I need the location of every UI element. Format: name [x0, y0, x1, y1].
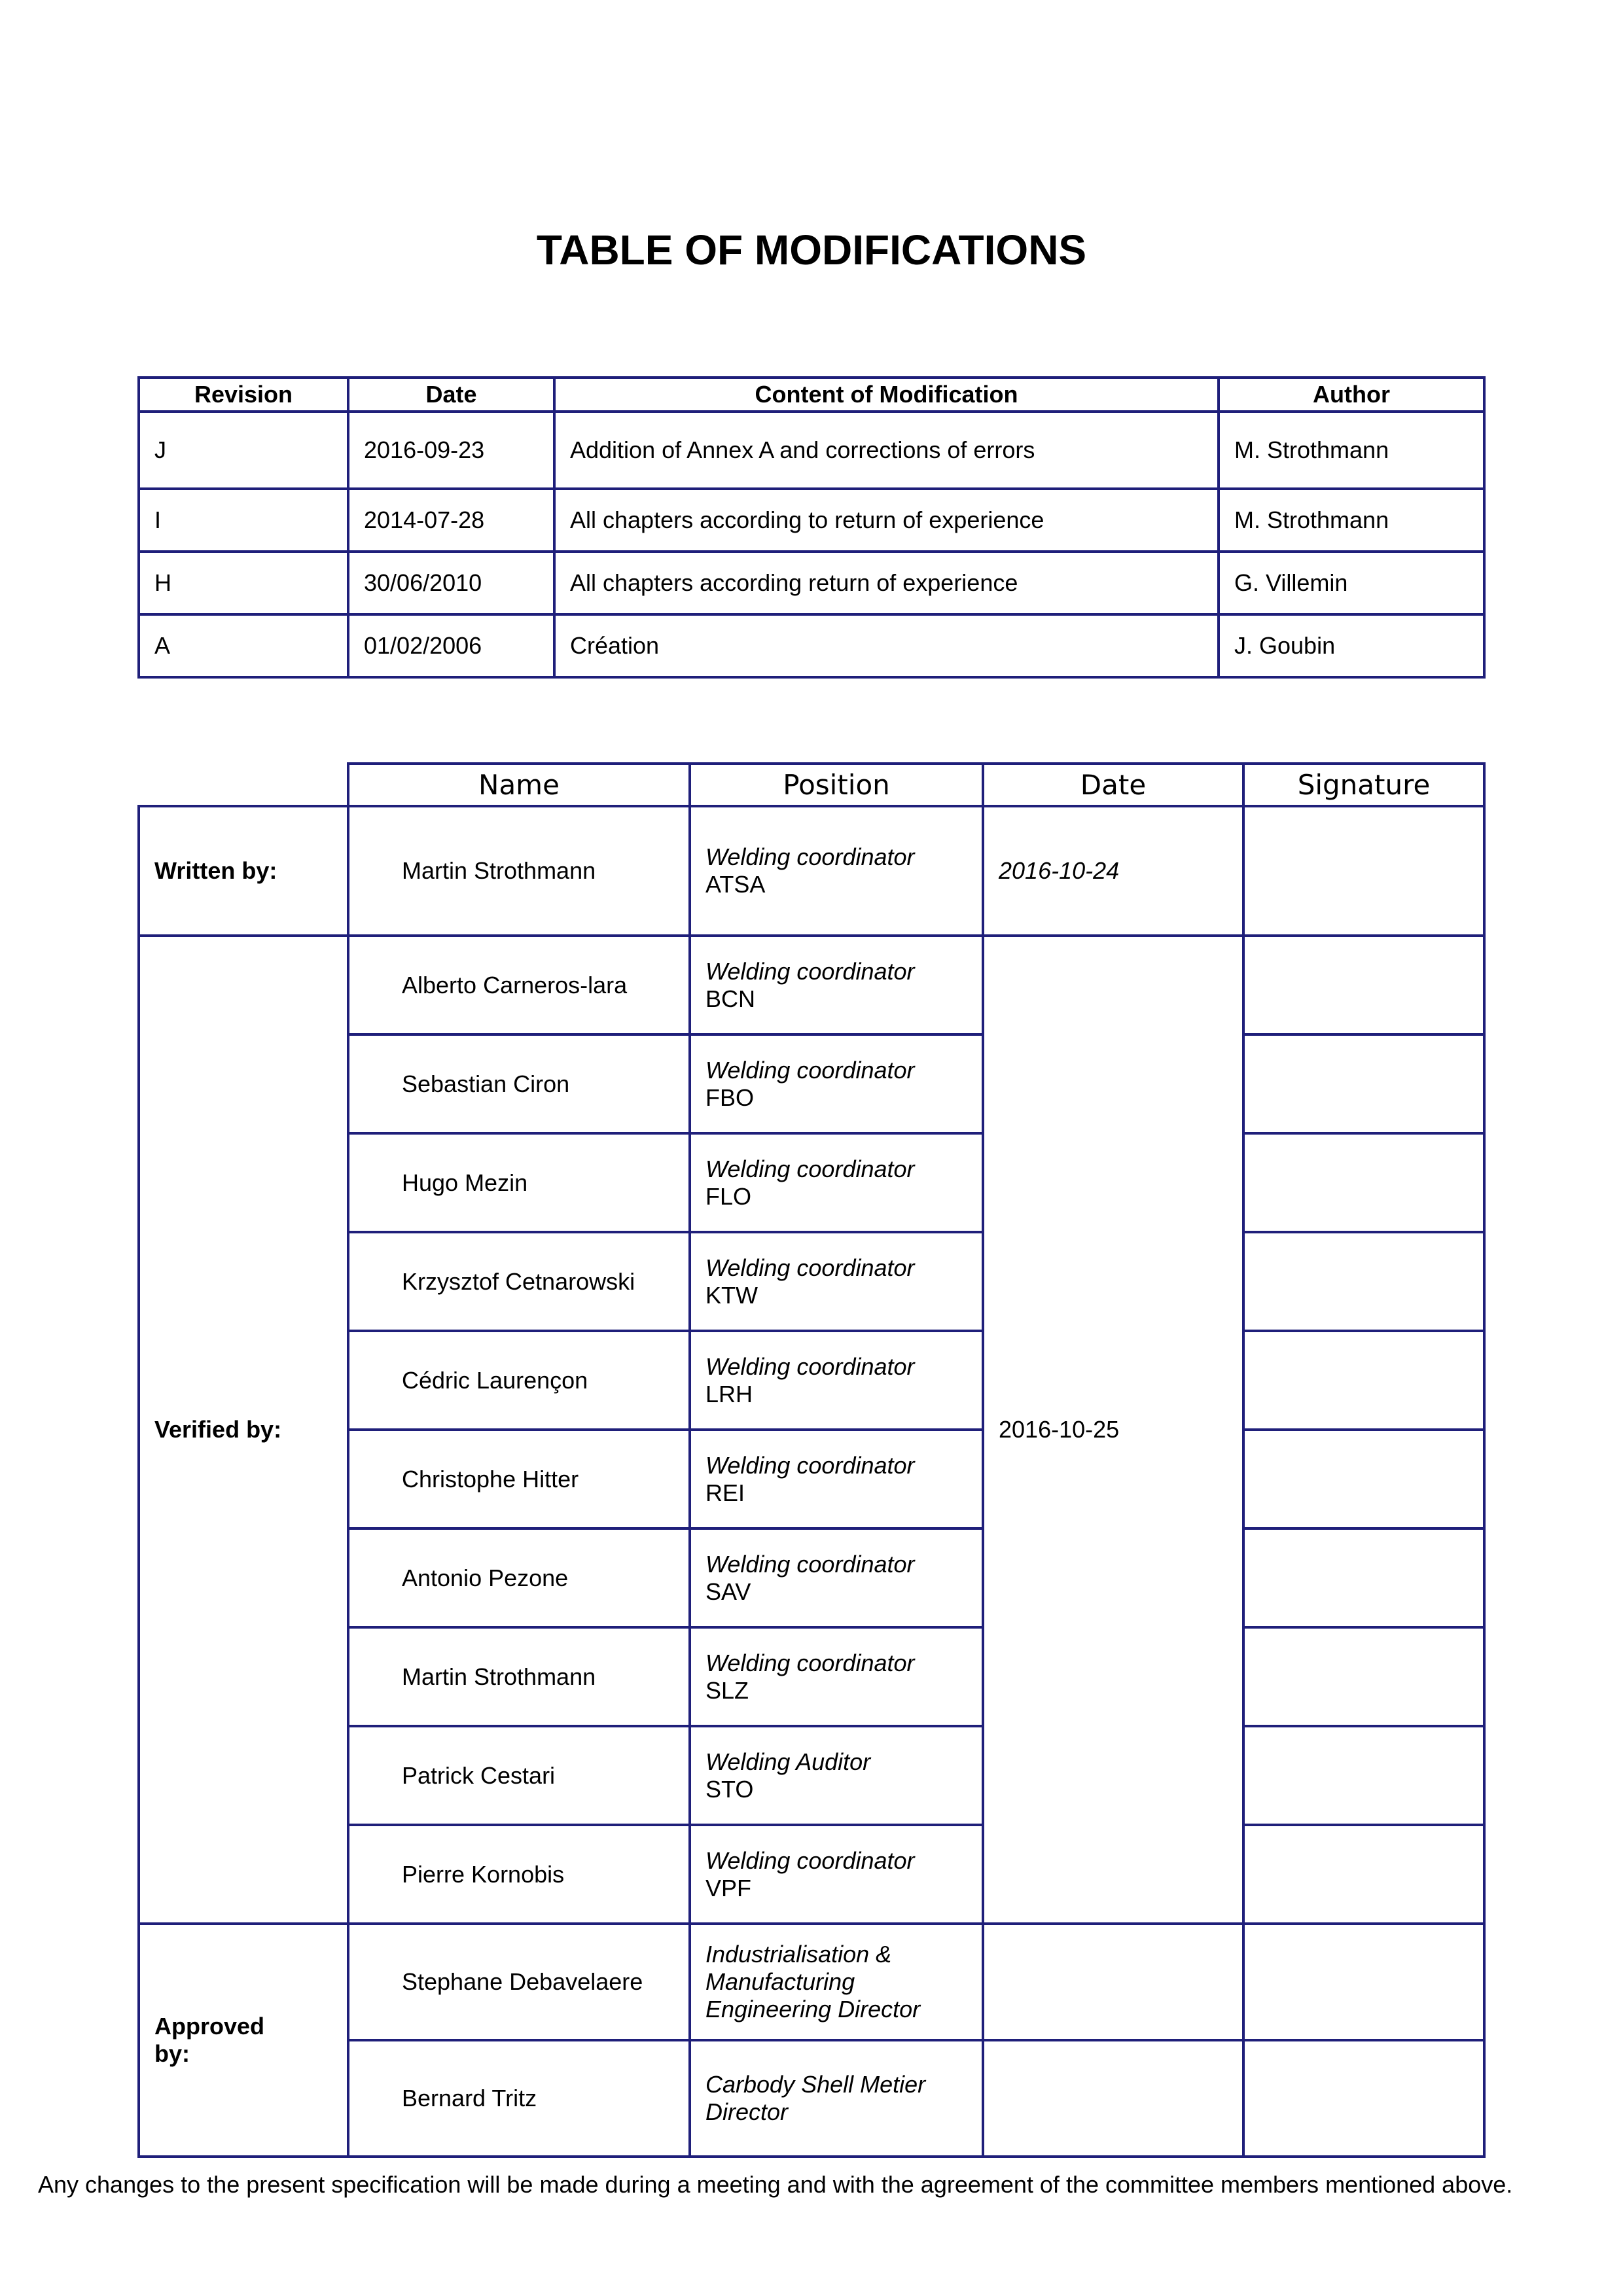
approval-table [137, 762, 1486, 2158]
table-row [139, 412, 1484, 489]
name-cell: Bernard Tritz [348, 2040, 690, 2157]
position-title: Welding coordinator [705, 957, 915, 985]
table-row [139, 489, 1484, 552]
position-site: FLO [705, 1182, 752, 1210]
position-line: Industrialisation & [705, 1941, 892, 1968]
date-cell: 2016-10-25 [983, 936, 1243, 1924]
header-name: Name [348, 764, 690, 806]
signature-cell [1243, 1627, 1484, 1726]
table-row [139, 614, 1484, 677]
name-cell: Cédric Laurençon [348, 1331, 690, 1430]
position-line: Manufacturing [705, 1968, 855, 1995]
verified-row [139, 936, 1484, 1034]
position-line: Director [705, 2098, 789, 2125]
written-by-label: Written by: [139, 806, 348, 936]
name-cell: Hugo Mezin [348, 1133, 690, 1232]
signature-cell [1243, 1430, 1484, 1528]
position-site: ATSA [705, 871, 766, 898]
position-site: SLZ [705, 1676, 749, 1704]
position-cell [690, 1232, 983, 1331]
approval-header-row [139, 764, 1484, 806]
position-cell [690, 1726, 983, 1825]
content-cell: All chapters according return of experience [554, 552, 1219, 614]
position-cell [690, 806, 983, 936]
position-line: Engineering Director [705, 1996, 921, 2022]
approved-by-label-line: Approved [154, 2013, 265, 2040]
date-cell: 2014-07-28 [348, 489, 554, 552]
author-cell: G. Villemin [1219, 552, 1484, 614]
position-site: VPF [705, 1874, 752, 1901]
header-date: Date [348, 378, 554, 412]
position-title: Welding coordinator [705, 843, 915, 870]
position-cell [690, 1430, 983, 1528]
content-cell: Addition of Annex A and corrections of errors [554, 412, 1219, 489]
name-cell: Christophe Hitter [348, 1430, 690, 1528]
content-cell: Création [554, 614, 1219, 677]
position-site: STO [705, 1775, 754, 1803]
signature-cell [1243, 1232, 1484, 1331]
content-cell: All chapters according to return of experience [554, 489, 1219, 552]
header-date: Date [983, 764, 1243, 806]
name-cell: Stephane Debavelaere [348, 1924, 690, 2040]
date-cell: 2016-09-23 [348, 412, 554, 489]
position-site: BCN [705, 985, 756, 1012]
position-cell [690, 1528, 983, 1627]
name-cell: Alberto Carneros-lara [348, 936, 690, 1034]
revision-cell: I [139, 489, 348, 552]
signature-cell [1243, 936, 1484, 1034]
position-cell [690, 936, 983, 1034]
position-title: Welding coordinator [705, 1056, 915, 1084]
blank-header [139, 764, 348, 806]
position-site: LRH [705, 1380, 753, 1407]
position-cell [690, 1627, 983, 1726]
approved-by-label-line: by: [154, 2040, 190, 2067]
table-header-row [139, 378, 1484, 412]
position-cell [690, 1034, 983, 1133]
name-cell: Martin Strothmann [348, 806, 690, 936]
position-line: Carbody Shell Metier [705, 2071, 926, 2098]
header-author: Author [1219, 378, 1484, 412]
table-row [139, 552, 1484, 614]
modifications-table [137, 376, 1486, 679]
date-cell: 2016-10-24 [983, 806, 1243, 936]
date-cell [983, 1924, 1243, 2040]
position-site: FBO [705, 1084, 755, 1111]
position-cell [690, 1331, 983, 1430]
signature-cell [1243, 1528, 1484, 1627]
position-title: Welding coordinator [705, 1649, 915, 1676]
header-position: Position [690, 764, 983, 806]
position-title: Welding coordinator [705, 1846, 915, 1874]
page-title: TABLE OF MODIFICATIONS [536, 226, 1087, 274]
name-cell: Martin Strothmann [348, 1627, 690, 1726]
header-revision: Revision [139, 378, 348, 412]
date-cell: 01/02/2006 [348, 614, 554, 677]
signature-cell [1243, 1133, 1484, 1232]
author-cell: M. Strothmann [1219, 489, 1484, 552]
position-title: Welding coordinator [705, 1352, 915, 1380]
name-cell: Sebastian Ciron [348, 1034, 690, 1133]
header-signature: Signature [1243, 764, 1484, 806]
approved-by-label [139, 1924, 348, 2157]
author-cell: J. Goubin [1219, 614, 1484, 677]
verified-by-label: Verified by: [139, 936, 348, 1924]
signature-cell [1243, 1825, 1484, 1924]
position-cell [690, 1825, 983, 1924]
written-row [139, 806, 1484, 936]
position-cell [690, 2040, 983, 2157]
signature-cell [1243, 806, 1484, 936]
signature-cell [1243, 2040, 1484, 2157]
signature-cell [1243, 1726, 1484, 1825]
position-title: Welding coordinator [705, 1451, 915, 1479]
position-title: Welding coordinator [705, 1155, 915, 1182]
signature-cell [1243, 1034, 1484, 1133]
signature-cell [1243, 1924, 1484, 2040]
revision-cell: A [139, 614, 348, 677]
position-cell [690, 1133, 983, 1232]
position-site: REI [705, 1479, 745, 1506]
date-cell: 30/06/2010 [348, 552, 554, 614]
revision-cell: H [139, 552, 348, 614]
author-cell: M. Strothmann [1219, 412, 1484, 489]
position-title: Welding Auditor [705, 1748, 871, 1775]
position-title: Welding coordinator [705, 1254, 915, 1281]
position-site: SAV [705, 1578, 751, 1605]
revision-cell: J [139, 412, 348, 489]
name-cell: Antonio Pezone [348, 1528, 690, 1627]
position-title: Welding coordinator [705, 1550, 915, 1578]
name-cell: Krzysztof Cetnarowski [348, 1232, 690, 1331]
name-cell: Patrick Cestari [348, 1726, 690, 1825]
position-site: KTW [705, 1281, 758, 1309]
footer-note: Any changes to the present specification will be made during a meeting and with the agreement of the committee members mentioned above. [38, 2171, 1513, 2198]
approved-row [139, 1924, 1484, 2040]
name-cell: Pierre Kornobis [348, 1825, 690, 1924]
date-cell [983, 2040, 1243, 2157]
position-cell [690, 1924, 983, 2040]
header-content: Content of Modification [554, 378, 1219, 412]
signature-cell [1243, 1331, 1484, 1430]
